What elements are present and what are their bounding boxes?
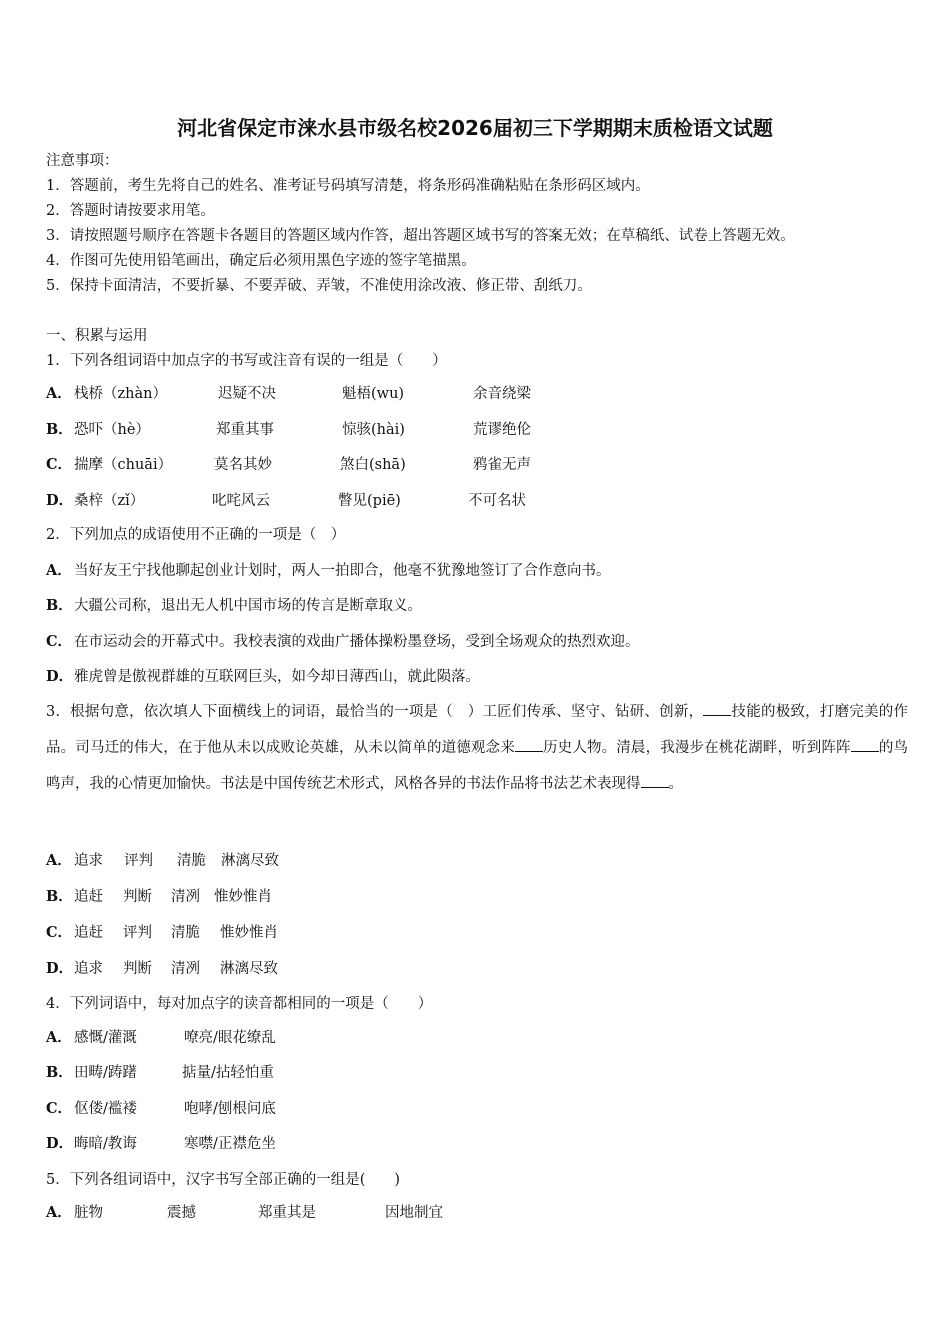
option-row <box>46 1099 276 1119</box>
option-cell: 淋漓尽致 <box>221 853 279 869</box>
option-cell: 判断 <box>123 889 152 905</box>
option-label: B． <box>46 888 73 905</box>
option-cell: 掂量/拈轻怕重 <box>182 1065 274 1081</box>
option-label: A． <box>46 1029 72 1046</box>
question-stem: 2．下列加点的成语使用不正确的一项是（ ） <box>46 527 346 543</box>
option-cell: 追求 <box>74 961 103 977</box>
option-text: 在市运动会的开幕式中。我校表演的戏曲广播体操粉墨登场，受到全场观众的热烈欢迎。 <box>74 634 640 650</box>
question-stem: 4．下列词语中，每对加点字的读音都相同的一项是（ ） <box>46 996 433 1012</box>
option-cell: 鸦雀无声 <box>473 457 531 473</box>
option-cell: 清冽 <box>171 961 200 977</box>
option-cell: 恐吓（hè） <box>74 422 150 438</box>
question-stem: 3．根据句意，依次填人下面横线上的词语，最恰当的一项是（ ） <box>46 704 483 720</box>
option-cell: 评判 <box>123 925 152 941</box>
section-heading: 一、积累与运用 <box>46 328 148 344</box>
option-text: 当好友王宁找他聊起创业计划时，两人一拍即合，他毫不犹豫地签订了合作意向书。 <box>74 563 611 579</box>
option-row <box>46 923 278 943</box>
option-cell: 追赶 <box>74 925 103 941</box>
option-cell: 寒噤/正襟危坐 <box>184 1136 276 1152</box>
question-stem-part: 。 <box>668 776 683 792</box>
question-stem: 1．下列各组词语中加点字的书写或注音有误的一组是（ ） <box>46 353 447 369</box>
option-cell: 煞白(shā) <box>340 457 406 473</box>
option-label: C． <box>46 633 73 650</box>
answer-blank <box>851 737 879 752</box>
option-label: B． <box>46 597 73 614</box>
option-cell: 震撼 <box>167 1205 196 1221</box>
option-cell: 田畴/踌躇 <box>74 1065 137 1081</box>
option-label: A． <box>46 852 72 869</box>
option-cell: 伛偻/褴褛 <box>74 1101 137 1117</box>
option-label: B． <box>46 1064 73 1081</box>
option-row <box>46 851 279 871</box>
option-cell: 迟疑不决 <box>218 386 276 402</box>
question-stem-part: 历史人物。清晨，我漫步在桃花湖畔，听到阵阵 <box>542 740 851 756</box>
option-label: A． <box>46 385 72 402</box>
option-cell: 叱咤风云 <box>212 493 270 509</box>
answer-blank <box>641 773 669 788</box>
option-cell: 晦暗/教诲 <box>74 1136 137 1152</box>
option-cell: 判断 <box>123 961 152 977</box>
option-label: C． <box>46 1100 73 1117</box>
option-row <box>46 1028 276 1048</box>
option-cell: 咆哮/刨根问底 <box>184 1101 276 1117</box>
option-row <box>46 561 611 581</box>
option-text: 雅虎曾是傲视群雄的互联网巨头，如今却日薄西山，就此陨落。 <box>74 669 480 685</box>
option-row <box>46 887 272 907</box>
option-row <box>46 491 526 511</box>
option-cell: 清冽 <box>171 889 200 905</box>
option-row <box>46 959 278 979</box>
notice-item: 5．保持卡面清洁，不要折暴、不要弄破、弄皱，不准使用涂改液、修正带、刮纸刀。 <box>46 278 592 294</box>
option-label: C． <box>46 924 73 941</box>
notice-item: 4．作图可先使用铅笔画出，确定后必须用黑色字迹的签字笔描黑。 <box>46 253 476 269</box>
option-row <box>46 1134 276 1154</box>
notice-item: 3．请按照题号顺序在答题卡各题目的答题区域内作答，超出答题区域书写的答案无效；在草稿纸、试卷上答题无效。 <box>46 228 795 244</box>
option-label: D． <box>46 960 74 977</box>
option-row <box>46 1203 443 1223</box>
option-cell: 惊骇(hài) <box>342 422 405 438</box>
option-row <box>46 455 531 475</box>
page-title: 河北省保定市涞水县市级名校2026届初三下学期期末质检语文试题 <box>177 116 773 140</box>
option-cell: 追求 <box>74 853 103 869</box>
option-text: 大疆公司称，退出无人机中国市场的传言是断章取义。 <box>74 598 422 614</box>
option-cell: 感慨/灌溉 <box>74 1030 137 1046</box>
option-label: D． <box>46 668 74 685</box>
option-cell: 荒谬绝伦 <box>473 422 531 438</box>
answer-blank <box>703 701 731 716</box>
option-cell: 桑梓（zǐ） <box>74 493 145 509</box>
option-cell: 脏物 <box>74 1205 103 1221</box>
option-row <box>46 1063 274 1083</box>
option-cell: 因地制宜 <box>385 1205 443 1221</box>
option-cell: 清脆 <box>177 853 206 869</box>
notice-heading: 注意事项： <box>46 153 119 169</box>
option-row <box>46 632 640 652</box>
notice-item: 2．答题时请按要求用笔。 <box>46 203 215 219</box>
option-cell: 栈桥（zhàn） <box>74 386 167 402</box>
answer-blank <box>515 737 543 752</box>
option-label: A． <box>46 562 72 579</box>
option-label: C． <box>46 456 73 473</box>
question-stem: 5．下列各组词语中，汉字书写全部正确的一组是( ) <box>46 1172 401 1188</box>
option-row <box>46 596 422 616</box>
option-row <box>46 420 531 440</box>
question-stem-paragraph <box>46 694 908 802</box>
option-cell: 不可名状 <box>468 493 526 509</box>
option-label: B． <box>46 421 73 438</box>
option-cell: 瞥见(piē) <box>338 493 401 509</box>
question-stem-part: 工匠们传承、坚守、钻研、创新， <box>482 704 704 720</box>
option-row <box>46 384 531 404</box>
option-label: D． <box>46 1135 74 1152</box>
option-label: D． <box>46 492 74 509</box>
option-cell: 揣摩（chuāi） <box>74 457 173 473</box>
question-stem-part: 的鸟鸣声，我的心情更加愉快。书法是中国传统艺术形式，风格各异的书法作品将书法艺术表现得 <box>46 740 909 792</box>
option-cell: 郑重其是 <box>258 1205 316 1221</box>
option-cell: 清脆 <box>171 925 200 941</box>
option-cell: 淋漓尽致 <box>220 961 278 977</box>
option-cell: 惟妙惟肖 <box>220 925 278 941</box>
option-cell: 魁梧(wu) <box>342 386 405 402</box>
option-cell: 余音绕梁 <box>473 386 531 402</box>
notice-item: 1．答题前，考生先将自己的姓名、准考证号码填写清楚，将条形码准确粘贴在条形码区域内。 <box>46 178 650 194</box>
option-cell: 郑重其事 <box>216 422 274 438</box>
option-cell: 惟妙惟肖 <box>214 889 272 905</box>
option-cell: 评判 <box>124 853 153 869</box>
option-label: A． <box>46 1204 72 1221</box>
option-cell: 莫名其妙 <box>214 457 272 473</box>
question-stem-part: 技能的极致，打磨完美的作品。司马迁的伟大，在于他从未以成败论英雄，从未以简单的道德观念来 <box>46 704 908 756</box>
option-row <box>46 667 480 687</box>
option-cell: 追赶 <box>74 889 103 905</box>
option-cell: 嘹亮/眼花缭乱 <box>184 1030 276 1046</box>
